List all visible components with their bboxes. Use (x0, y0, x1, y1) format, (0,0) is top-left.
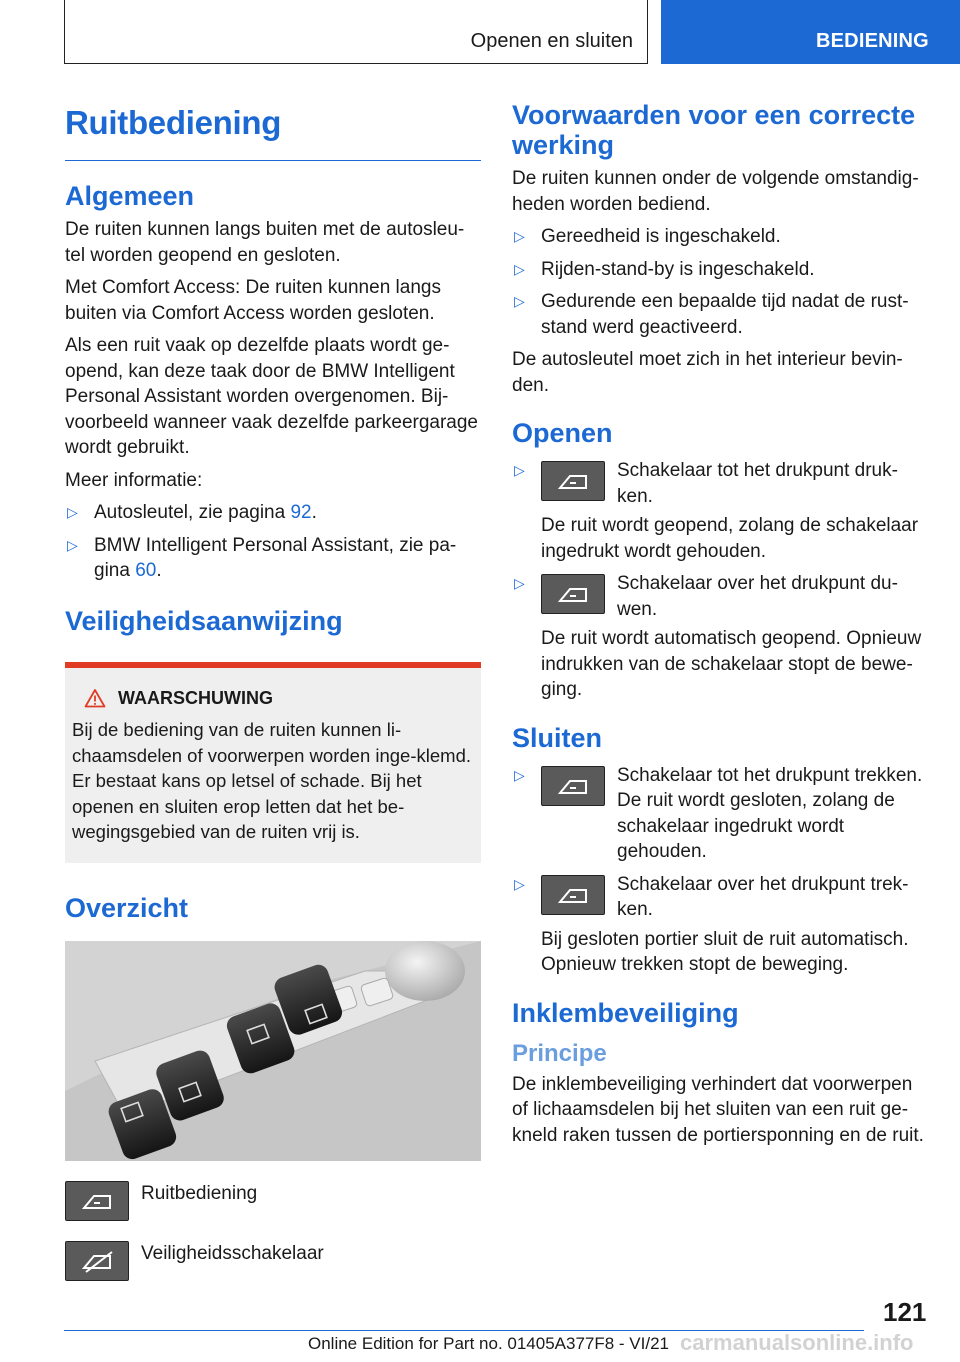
general-paragraph-1: De ruiten kunnen langs buiten met de autosleu-tel worden geopend en gesloten. (65, 219, 465, 266)
warning-header (72, 686, 473, 712)
triangle-bullet-icon: ▷ (514, 462, 525, 478)
triangle-bullet-icon: ▷ (514, 575, 525, 591)
warning-text: Bij de bediening van de ruiten kunnen li-chaamsdelen of voorwerpen worden inge-klemd. Er bestaat kans op letsel of schade. Bij het openen en sluiten erop letten dat het be-wegingsgebied van de ruiten vrij is. (72, 719, 471, 842)
triangle-bullet-icon: ▷ (67, 536, 78, 553)
list-item (512, 289, 928, 340)
heading-overview: Overzicht (65, 892, 189, 923)
triangle-bullet-icon: ▷ (514, 228, 525, 244)
warning-triangle-icon (84, 688, 106, 708)
general-paragraph-3: Als een ruit vaak op dezelfde plaats wordt ge-opend, kan deze taak door de BMW Intelligent Personal Assistant worden overgenomen. Bij-voorbeeld wanneer vaak dezelfde parkeergarage wordt gebruikt. (65, 335, 478, 458)
switch-action-row (541, 571, 928, 622)
triangle-bullet-icon: ▷ (514, 875, 525, 892)
footer-edition: Online Edition for Part no. 01405A377F8 - VI/21 (308, 1334, 670, 1353)
list-item-text: Rijden-stand-by is ingeschakeld. (541, 258, 815, 280)
triangle-bullet-icon: ▷ (514, 293, 525, 309)
action-text: Schakelaar over het drukpunt trek-ken. (617, 873, 909, 920)
action-text: Schakelaar tot het drukpunt druk-ken. (617, 460, 898, 507)
heading-close: Sluiten (512, 722, 603, 753)
action-label: Schakelaar tot het drukpunt trekken. (617, 764, 923, 786)
overview-row-window-switch (65, 1181, 481, 1221)
watermark: carmanualsonline.info (680, 1330, 914, 1355)
list-item-tail: . (311, 502, 317, 523)
safety-switch-icon (65, 1241, 129, 1281)
subheading-principle: Principe (512, 1039, 607, 1067)
page-number: 121 (883, 1297, 927, 1327)
heading-pinch: Inklembeveiliging (512, 997, 739, 1028)
window-switch-icon (541, 875, 605, 915)
action-text (617, 763, 928, 865)
result-text: De ruit wordt gesloten, zolang de schakelaar ingedrukt wordt gehouden. (617, 790, 895, 862)
overview-label-safety-switch: Veiligheidsschakelaar (141, 1242, 324, 1264)
overview-label-window-switch: Ruitbediening (141, 1182, 258, 1204)
pinch-text: De inklembeveiliging verhindert dat voorwerpen of lichaamsdelen bij het sluiten van een ruit ge-kneld raken tussen de portiersponning en de ruit. (512, 1073, 924, 1146)
result-text: Bij gesloten portier sluit de ruit automatisch. Opnieuw trekken stopt de beweging. (541, 928, 909, 975)
header-chapter-tab[interactable]: BEDIENING (661, 0, 960, 64)
warning-box (65, 662, 481, 863)
list-item (512, 872, 928, 978)
list-item (512, 571, 928, 703)
list-item (512, 763, 928, 865)
window-switch-icon (65, 1181, 129, 1221)
close-list (512, 763, 928, 978)
open-list (512, 458, 928, 703)
result-text: De ruit wordt automatisch geopend. Opnieuw indrukken van de schakelaar stopt de bewe-ging. (541, 628, 922, 700)
list-item-text: Gereedheid is ingeschakeld. (541, 226, 781, 247)
heading-open: Openen (512, 418, 613, 448)
switch-action-row (541, 763, 928, 865)
overview-row-safety-switch (65, 1241, 481, 1281)
page-title: Ruitbediening (65, 104, 282, 141)
window-switch-photo (65, 941, 481, 1161)
heading-general: Algemeen (65, 181, 195, 211)
triangle-bullet-icon: ▷ (514, 766, 525, 783)
switch-action-row (541, 458, 928, 509)
window-switch-icon (541, 766, 605, 806)
result-text: De ruit wordt geopend, zolang de schakelaar ingedrukt wordt gehouden. (541, 515, 919, 562)
list-item-text: Gedurende een bepaalde tijd nadat de rust-stand werd geactiveerd. (541, 291, 909, 338)
triangle-bullet-icon: ▷ (514, 260, 525, 277)
general-paragraph-2: Met Comfort Access: De ruiten kunnen langs buiten via Comfort Access worden gesloten. (65, 277, 441, 324)
list-item (512, 257, 928, 283)
triangle-bullet-icon: ▷ (67, 504, 78, 520)
title-rule (65, 160, 481, 161)
right-column (512, 100, 928, 1155)
warning-label: WAARSCHUWING (118, 687, 273, 708)
conditions-note: De autosleutel moet zich in het interieur bevin-den. (512, 349, 903, 396)
list-item-text: Autosleutel, zie pagina (94, 502, 291, 523)
list-item (512, 224, 928, 250)
more-info-list (65, 500, 481, 584)
heading-safety: Veiligheidsaanwijzing (65, 605, 343, 636)
window-switch-illustration (65, 941, 481, 1161)
page-link[interactable]: 92 (290, 502, 312, 523)
list-item (65, 533, 481, 584)
list-item-text: BMW Intelligent Personal Assistant, zie pa-gina (94, 534, 457, 581)
heading-conditions: Voorwaarden voor een correcte werking (512, 100, 916, 160)
window-switch-icon (541, 574, 605, 614)
general-paragraph-4: Meer informatie: (65, 469, 203, 491)
header-section-box (64, 0, 648, 64)
list-item (512, 458, 928, 564)
switch-action-row (541, 872, 928, 923)
header-section-title: Openen en sluiten (470, 30, 633, 52)
conditions-list (512, 224, 928, 340)
action-text: Schakelaar over het drukpunt du-wen. (617, 573, 898, 620)
page-link[interactable]: 60 (135, 560, 157, 581)
window-switch-icon (541, 461, 605, 501)
left-column (65, 100, 481, 1289)
list-item-tail: . (156, 560, 162, 581)
list-item (65, 500, 481, 526)
conditions-intro: De ruiten kunnen onder de volgende omstandig-heden worden bediend. (512, 168, 919, 215)
